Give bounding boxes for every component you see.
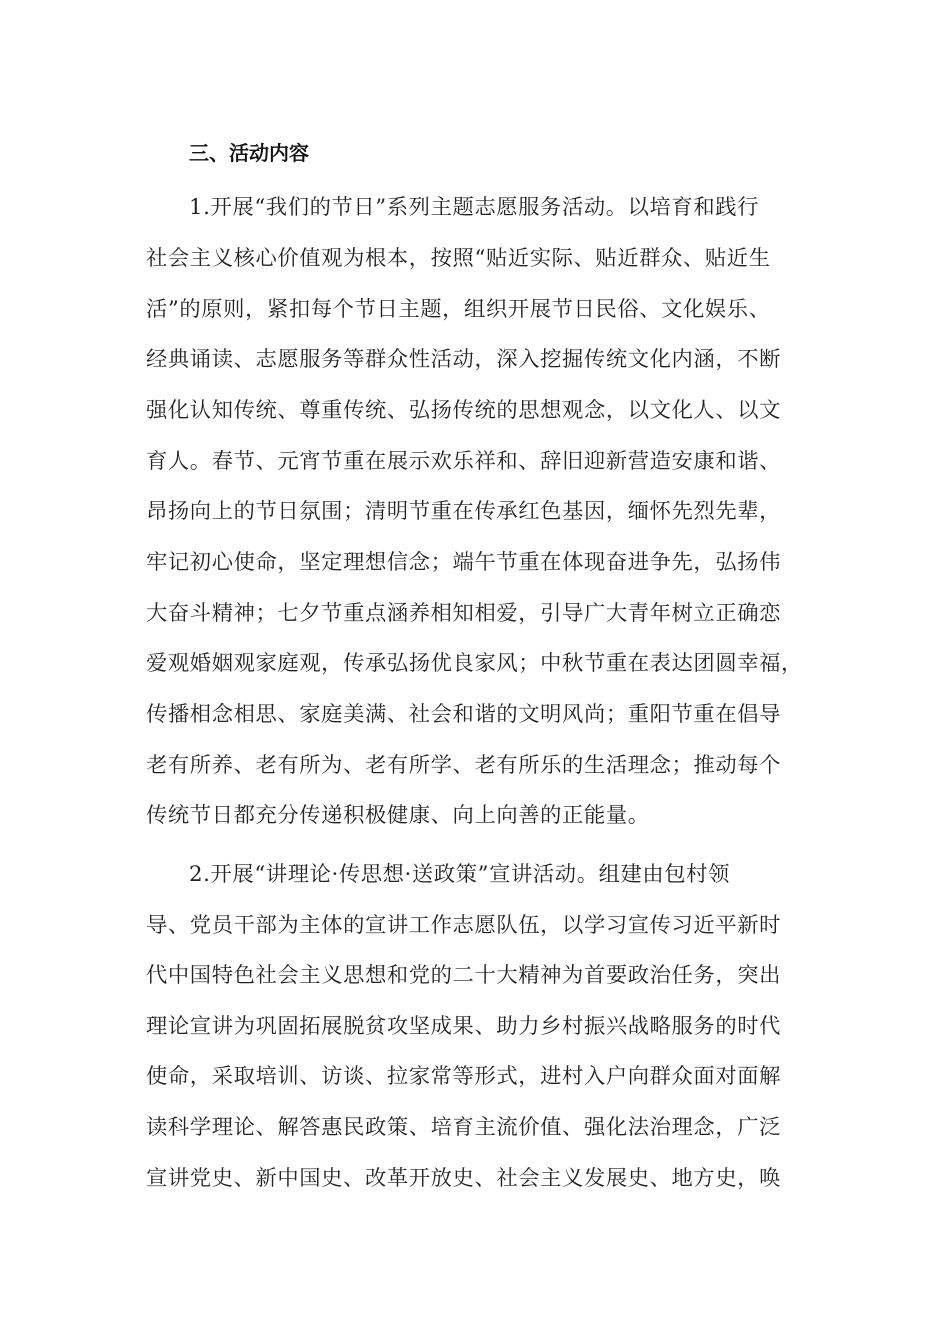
paragraph-2-line-3: 代中国特色社会主义思想和党的二十大精神为首要政治任务，突出 — [146, 963, 782, 988]
paragraph-1-line-12: 老有所养、老有所为、老有所学、老有所乐的生活理念；推动每个 — [146, 753, 782, 778]
paragraph-1-line-6: 育人。春节、元宵节重在展示欢乐祥和、辞旧迎新营造安康和谐、 — [146, 449, 782, 474]
paragraph-1-line-5: 强化认知传统、尊重传统、弘扬传统的思想观念，以文化人、以文 — [146, 398, 782, 423]
paragraph-2-line-5: 使命，采取培训、访谈、拉家常等形式，进村入户向群众面对面解 — [146, 1064, 782, 1089]
paragraph-2-line-7: 宣讲党史、新中国史、改革开放史、社会主义发展史、地方史，唤 — [146, 1166, 782, 1191]
paragraph-1-line-11: 传播相念相思、家庭美满、社会和谐的文明风尚；重阳节重在倡导 — [146, 702, 782, 727]
paragraph-1-line-13: 传统节日都充分传递积极健康、向上向善的正能量。 — [146, 803, 650, 828]
paragraph-2-line-6: 读科学理论、解答惠民政策、培育主流价值、强化法治理念，广泛 — [146, 1115, 782, 1140]
paragraph-1-line-1: 1.开展“我们的节日”系列主题志愿服务活动。以培育和践行 — [189, 195, 760, 220]
paragraph-2-line-1: 2.开展“讲理论·传思想·送政策”宣讲活动。组建由包村领 — [189, 862, 730, 887]
paragraph-1-line-4: 经典诵读、志愿服务等群众性活动，深入挖掘传统文化内涵，不断 — [146, 347, 782, 372]
paragraph-2-line-4: 理论宣讲为巩固拓展脱贫攻坚成果、助力乡村振兴战略服务的时代 — [146, 1014, 782, 1039]
paragraph-1-line-9: 大奋斗精神；七夕节重点涵养相知相爱，引导广大青年树立正确恋 — [146, 601, 782, 626]
paragraph-1-line-3: 活”的原则，紧扣每个节日主题，组织开展节日民俗、文化娱乐、 — [146, 297, 771, 322]
paragraph-1-line-8: 牢记初心使命，坚定理想信念；端午节重在体现奋进争先，弘扬伟 — [146, 550, 782, 575]
paragraph-1-line-7: 昂扬向上的节日氛围；清明节重在传承红色基因，缅怀先烈先辈， — [146, 499, 782, 524]
paragraph-1-line-2: 社会主义核心价值观为根本，按照“贴近实际、贴近群众、贴近生 — [146, 246, 771, 271]
paragraph-1-line-10: 爱观婚姻观家庭观，传承弘扬优良家风；中秋节重在表达团圆幸福， — [146, 651, 803, 676]
paragraph-2-line-2: 导、党员干部为主体的宣讲工作志愿队伍，以学习宣传习近平新时 — [146, 913, 782, 938]
section-heading: 三、活动内容 — [189, 141, 309, 165]
